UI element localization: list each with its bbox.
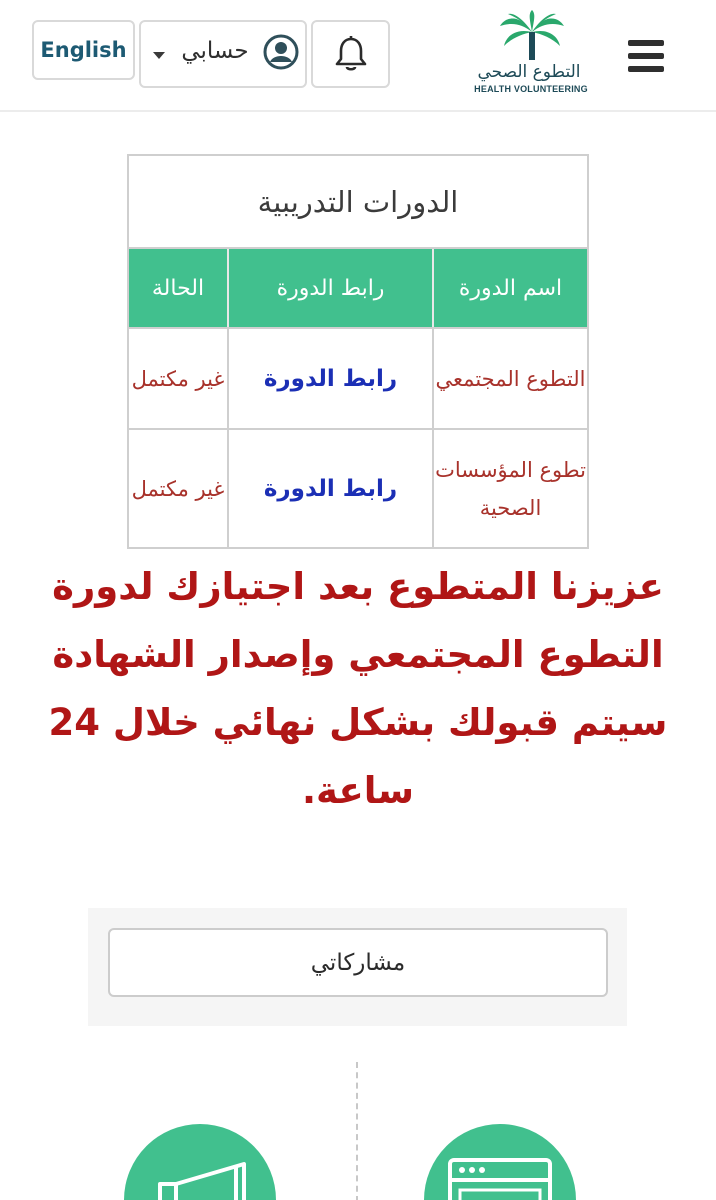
course-link[interactable]: رابط الدورة <box>263 475 398 502</box>
health-volunteering-logo[interactable] <box>462 10 602 98</box>
link-cell <box>227 329 432 428</box>
table-header-row <box>129 249 587 327</box>
course-name: تطوع المؤسسات الصحية <box>435 457 586 520</box>
training-courses-table <box>127 154 589 549</box>
palm-tree-icon <box>462 10 602 62</box>
logo-arabic-text: التطوع الصحي <box>477 62 581 82</box>
header-course-name: اسم الدورة <box>432 249 587 327</box>
megaphone-tile[interactable] <box>124 1124 276 1200</box>
notifications-button[interactable] <box>311 20 390 88</box>
header-status: الحالة <box>151 275 205 301</box>
status-cell <box>129 329 227 428</box>
status-text: غير مكتمل <box>131 366 225 391</box>
table-row <box>129 428 587 547</box>
course-name: التطوع المجتمعي <box>435 366 586 391</box>
account-label: حسابي <box>181 38 249 64</box>
table-title: الدورات التدريبية <box>129 156 587 249</box>
browser-window-tile[interactable] <box>424 1124 576 1200</box>
logo-english-text: HEALTH VOLUNTEERING <box>474 84 588 94</box>
account-dropdown-button[interactable] <box>139 20 307 88</box>
header-course-link: رابط الدورة <box>227 249 432 327</box>
my-participations-button[interactable]: مشاركاتي <box>108 928 608 997</box>
status-text: غير مكتمل <box>131 476 225 501</box>
link-cell <box>227 430 432 547</box>
top-header <box>0 0 716 112</box>
browser-window-icon <box>424 1124 576 1200</box>
acceptance-notice: عزيزنا المتطوع بعد اجتيازك لدورة التطوع المجتمعي وإصدار الشهادة سيتم قبولك بشكل نهائي خلال 24 ساعة. <box>48 565 668 812</box>
dashed-divider <box>356 1062 358 1200</box>
participations-panel <box>88 908 627 1026</box>
bell-icon <box>334 35 368 73</box>
chevron-down-icon <box>153 52 165 59</box>
menu-icon-bar <box>628 53 664 59</box>
status-cell <box>129 430 227 547</box>
hamburger-menu-button[interactable] <box>628 40 664 72</box>
course-name-cell <box>432 329 587 428</box>
user-avatar-icon <box>263 34 299 70</box>
course-link[interactable]: رابط الدورة <box>263 365 398 392</box>
table-row <box>129 327 587 428</box>
menu-icon-bar <box>628 66 664 72</box>
menu-icon-bar <box>628 40 664 46</box>
language-toggle-button[interactable]: English <box>32 20 135 80</box>
course-name-cell <box>432 430 587 547</box>
megaphone-icon <box>124 1124 276 1200</box>
